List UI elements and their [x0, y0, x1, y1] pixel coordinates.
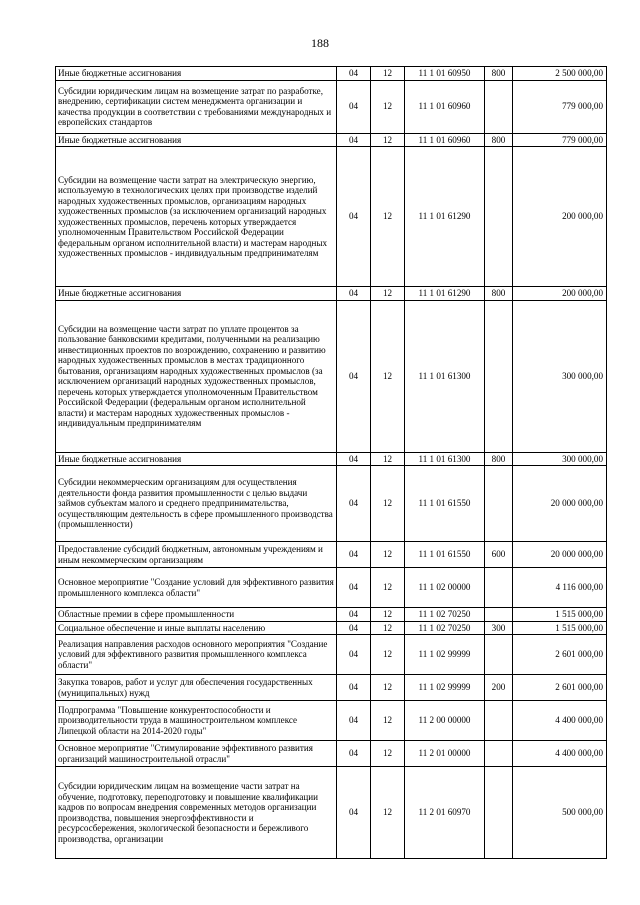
table-row	[56, 147, 607, 287]
row-subsection: 12	[371, 635, 405, 675]
row-section: 04	[337, 147, 371, 287]
row-section: 04	[337, 701, 371, 741]
row-target-article: 11 2 01 60970	[405, 767, 485, 859]
table-row	[56, 701, 607, 741]
row-target-article: 11 1 01 61300	[405, 452, 485, 466]
row-subsection: 12	[371, 542, 405, 568]
row-section: 04	[337, 452, 371, 466]
row-expense-kind	[485, 300, 513, 452]
table-row	[56, 466, 607, 542]
row-subsection: 12	[371, 80, 405, 133]
row-name: Субсидии юридическим лицам на возмещение затрат по разработке, внедрению, сертификации систем менеджмента организации и качества продукции в соответствии с требованиями международных и европейских стандартов	[56, 80, 337, 133]
row-amount: 500 000,00	[513, 767, 607, 859]
row-amount: 4 400 000,00	[513, 741, 607, 767]
row-subsection: 12	[371, 133, 405, 147]
row-subsection: 12	[371, 741, 405, 767]
row-target-article: 11 1 01 60950	[405, 67, 485, 81]
row-expense-kind	[485, 466, 513, 542]
row-expense-kind: 300	[485, 621, 513, 635]
row-name: Иные бюджетные ассигнования	[56, 133, 337, 147]
row-section: 04	[337, 635, 371, 675]
row-section: 04	[337, 80, 371, 133]
row-section: 04	[337, 466, 371, 542]
row-amount: 1 515 000,00	[513, 621, 607, 635]
table-row	[56, 767, 607, 859]
row-amount: 2 601 000,00	[513, 675, 607, 701]
row-target-article: 11 1 01 60960	[405, 133, 485, 147]
row-name: Социальное обеспечение и иные выплаты населению	[56, 621, 337, 635]
row-target-article: 11 1 02 99999	[405, 635, 485, 675]
row-subsection: 12	[371, 608, 405, 622]
table-row	[56, 133, 607, 147]
row-expense-kind	[485, 767, 513, 859]
table-row	[56, 80, 607, 133]
row-target-article: 11 1 01 61550	[405, 466, 485, 542]
row-name: Субсидии на возмещение части затрат по уплате процентов за пользование банковскими кредитами, полученными на реализацию инвестиционных проектов по возрождению, сохранению и развитию народных художественных промыслов в местах традиционного бытования, организациям народных художественных промыслов (за исключением организаций народных художественных промыслов, перечень которых утверждается уполномоченным Правительством Российской Федерации (федеральным органом исполнительной власти) и мастерам народных художественных промыслов - индивидуальным предпринимателям	[56, 300, 337, 452]
row-amount: 2 500 000,00	[513, 67, 607, 81]
table-row	[56, 300, 607, 452]
row-expense-kind: 800	[485, 287, 513, 301]
row-amount: 4 116 000,00	[513, 568, 607, 608]
row-section: 04	[337, 568, 371, 608]
row-section: 04	[337, 133, 371, 147]
table-row	[56, 542, 607, 568]
row-expense-kind: 800	[485, 67, 513, 81]
table-row	[56, 675, 607, 701]
row-expense-kind	[485, 635, 513, 675]
row-target-article: 11 1 01 60960	[405, 80, 485, 133]
row-name: Субсидии некоммерческим организациям для осуществления деятельности фонда развития промышленности с целью выдачи займов субъектам малого и среднего предпринимательства, осуществляющим деятельность в сфере промышленного производства (промышленности)	[56, 466, 337, 542]
row-amount: 2 601 000,00	[513, 635, 607, 675]
row-amount: 300 000,00	[513, 452, 607, 466]
row-name: Предоставление субсидий бюджетным, автономным учреждениям и иным некоммерческим организациям	[56, 542, 337, 568]
row-expense-kind	[485, 701, 513, 741]
row-amount: 20 000 000,00	[513, 542, 607, 568]
row-name: Иные бюджетные ассигнования	[56, 67, 337, 81]
row-target-article: 11 1 02 70250	[405, 621, 485, 635]
budget-table	[55, 66, 607, 859]
row-target-article: 11 2 01 00000	[405, 741, 485, 767]
row-target-article: 11 1 01 61290	[405, 147, 485, 287]
row-target-article: 11 1 02 99999	[405, 675, 485, 701]
row-subsection: 12	[371, 568, 405, 608]
row-expense-kind: 800	[485, 452, 513, 466]
row-expense-kind: 800	[485, 133, 513, 147]
row-subsection: 12	[371, 287, 405, 301]
row-subsection: 12	[371, 466, 405, 542]
row-expense-kind	[485, 608, 513, 622]
row-section: 04	[337, 741, 371, 767]
row-amount: 200 000,00	[513, 287, 607, 301]
table-row	[56, 287, 607, 301]
table-row	[56, 67, 607, 81]
row-expense-kind	[485, 568, 513, 608]
row-section: 04	[337, 287, 371, 301]
row-amount: 1 515 000,00	[513, 608, 607, 622]
table-row	[56, 621, 607, 635]
row-name: Подпрограмма "Повышение конкурентоспособности и производительности труда в машиностроительном комплексе Липецкой области на 2014-2020 годы"	[56, 701, 337, 741]
row-name: Областные премии в сфере промышленности	[56, 608, 337, 622]
row-section: 04	[337, 542, 371, 568]
page-number: 188	[311, 36, 329, 50]
row-section: 04	[337, 608, 371, 622]
row-subsection: 12	[371, 67, 405, 81]
row-section: 04	[337, 675, 371, 701]
row-target-article: 11 1 01 61550	[405, 542, 485, 568]
row-expense-kind: 600	[485, 542, 513, 568]
row-subsection: 12	[371, 621, 405, 635]
row-name: Иные бюджетные ассигнования	[56, 287, 337, 301]
row-expense-kind	[485, 80, 513, 133]
row-name: Иные бюджетные ассигнования	[56, 452, 337, 466]
table-row	[56, 635, 607, 675]
table-row	[56, 608, 607, 622]
row-subsection: 12	[371, 452, 405, 466]
row-target-article: 11 2 00 00000	[405, 701, 485, 741]
row-amount: 200 000,00	[513, 147, 607, 287]
row-expense-kind	[485, 741, 513, 767]
row-subsection: 12	[371, 147, 405, 287]
table-row	[56, 741, 607, 767]
row-amount: 20 000 000,00	[513, 466, 607, 542]
row-amount: 300 000,00	[513, 300, 607, 452]
row-name: Закупка товаров, работ и услуг для обеспечения государственных (муниципальных) нужд	[56, 675, 337, 701]
row-target-article: 11 1 01 61290	[405, 287, 485, 301]
row-section: 04	[337, 67, 371, 81]
row-name: Реализация направления расходов основного мероприятия "Создание условий для эффективного развития промышленного комплекса области"	[56, 635, 337, 675]
row-subsection: 12	[371, 300, 405, 452]
row-name: Основное мероприятие "Создание условий для эффективного развития промышленного комплекса области"	[56, 568, 337, 608]
row-expense-kind: 200	[485, 675, 513, 701]
row-target-article: 11 1 02 00000	[405, 568, 485, 608]
row-name: Субсидии юридическим лицам на возмещение части затрат на обучение, подготовку, переподготовку и повышение квалификации кадров по вопросам внедрения современных методов организации производства, повышения энергоэффективности и ресурсосбережения, экологической безопасности и бережливого производства, организации	[56, 767, 337, 859]
row-subsection: 12	[371, 767, 405, 859]
row-target-article: 11 1 01 61300	[405, 300, 485, 452]
row-name: Основное мероприятие "Стимулирование эффективного развития организаций машиностроительной отрасли"	[56, 741, 337, 767]
row-target-article: 11 1 02 70250	[405, 608, 485, 622]
row-section: 04	[337, 300, 371, 452]
row-section: 04	[337, 621, 371, 635]
row-subsection: 12	[371, 675, 405, 701]
table-row	[56, 568, 607, 608]
row-amount: 779 000,00	[513, 80, 607, 133]
row-amount: 779 000,00	[513, 133, 607, 147]
table-row	[56, 452, 607, 466]
row-name: Субсидии на возмещение части затрат на электрическую энергию, используемую в технологических целях при производстве изделий народных художественных промыслов, организациям народных художественных промыслов (за исключением организаций народных художественных промыслов, перечень которых утверждается уполномоченным Правительством Российской Федерации федеральным органом исполнительной власти) и мастерам народных художественных промыслов - индивидуальным предпринимателям	[56, 147, 337, 287]
row-expense-kind	[485, 147, 513, 287]
row-amount: 4 400 000,00	[513, 701, 607, 741]
row-subsection: 12	[371, 701, 405, 741]
row-section: 04	[337, 767, 371, 859]
